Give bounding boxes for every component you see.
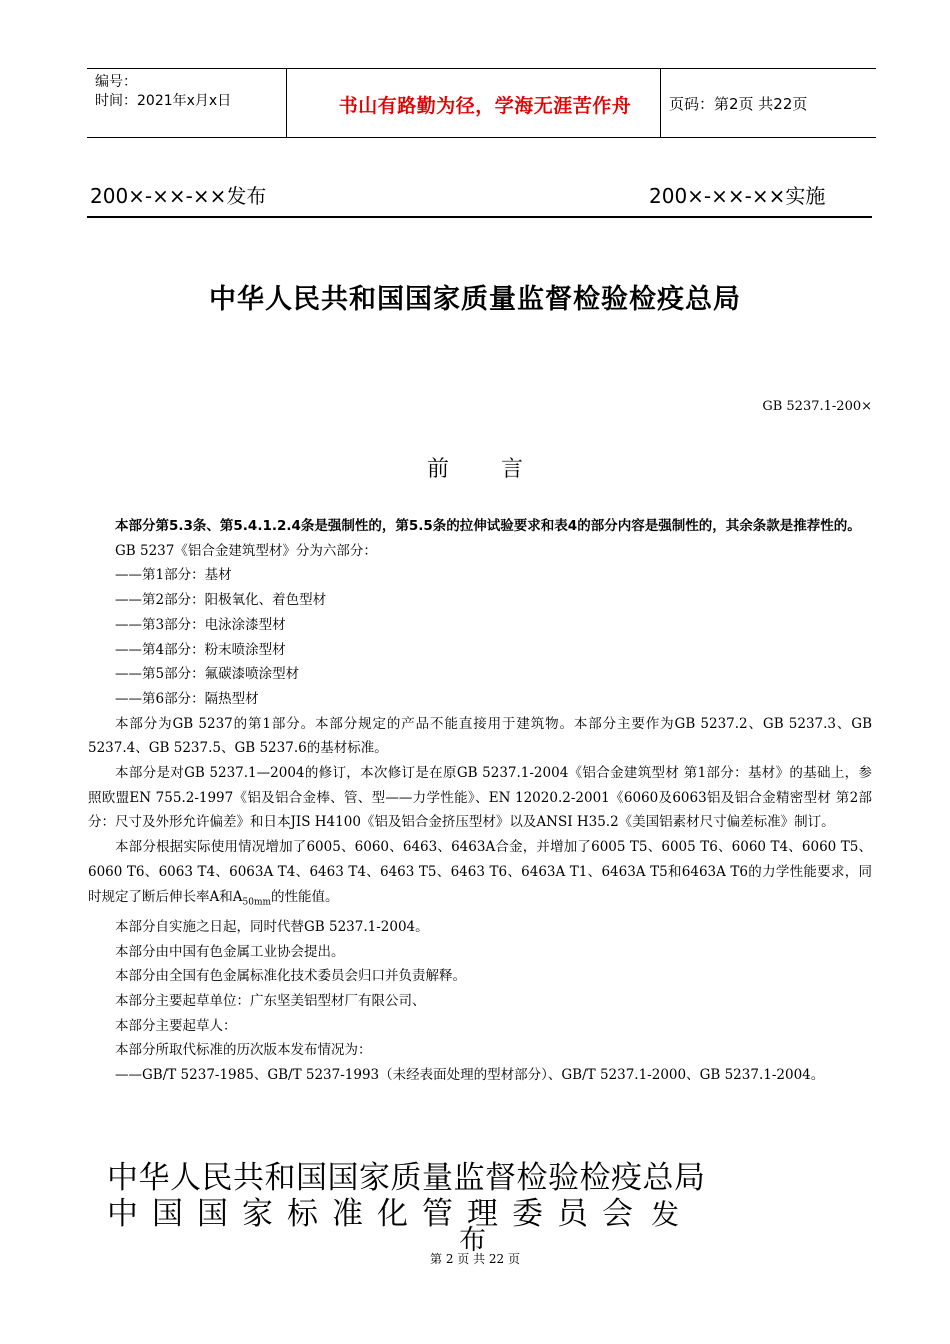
paragraph: 本部分所取代标准的历次版本发布情况为： (115, 1042, 372, 1059)
preface-title (0, 452, 950, 483)
issue-word-1: 发 (651, 1198, 680, 1231)
paragraph (88, 835, 872, 915)
mandatory-clause-note: 本部分第5.3条、第5.4.1.2.4条是强制性的，第5.5条的拉伸试验要求和表4的部分内容是强制性的，其余条款是推荐性的。 (115, 518, 861, 534)
paragraph: 本部分由全国有色金属标准化技术委员会归口并负责解释。 (115, 968, 466, 985)
preface-body (88, 514, 872, 1088)
subscript: 50mm (242, 897, 272, 908)
list-item: ——第6部分：隔热型材 (115, 690, 259, 707)
paragraph: 本部分主要起草单位：广东坚美铝型材厂有限公司、 (115, 993, 426, 1010)
header-motto: 书山有路勤为径，学海无涯苦作舟 (338, 95, 632, 117)
issuing-authority-1: 中华人民共和国国家质量监督检验检疫总局 (107, 1160, 706, 1196)
issuing-authority-2 (107, 1188, 679, 1233)
number-label: 编号： (95, 74, 137, 90)
list-item: ——第2部分：阳极氧化、着色型材 (115, 592, 327, 609)
authority-title: 中华人民共和国国家质量监督检验检疫总局 (209, 284, 741, 315)
paragraph-text: 的性能值。 (271, 888, 339, 905)
time-label: 时间：2021年x月x日 (95, 93, 232, 109)
paragraph-text: 本部分根据实际使用情况增加了6005、6060、6463、6463A合金，并增加了6005 T5、6005 T6、6060 T4、6060 T5、6060 T6、6063 T4、6063A T4、6463 T4、6463 T5、6463 T6、6463A T1、6463A T5和6463A T6的力学性能要求，同时规定了断后伸长率A和A (88, 839, 872, 905)
list-item: ——第5部分：氟碳漆喷涂型材 (115, 666, 300, 683)
implement-date: 200×-××-××实施 (649, 184, 826, 208)
issue-word-2: 布 (459, 1225, 486, 1256)
issuing-authority-2-text: 中国国家标准化管理委员会 (107, 1196, 647, 1232)
standard-number: GB 5237.1-200× (762, 399, 872, 414)
preface-char: 言 (501, 457, 524, 482)
page-footer: 第 2 页 共 22 页 (430, 1252, 520, 1266)
date-rule (87, 216, 872, 218)
preface-char: 前 (426, 457, 449, 482)
header-divider (286, 69, 287, 137)
paragraph: 本部分主要起草人： (115, 1017, 237, 1034)
list-item: ——第1部分：基材 (115, 567, 232, 584)
header-page-info: 页码：第2页 共22页 (669, 95, 808, 113)
paragraph: ——GB/T 5237-1985、GB/T 5237-1993（未经表面处理的型材部分）、GB/T 5237.1-2000、GB 5237.1-2004。 (115, 1067, 825, 1084)
list-item: ——第3部分：电泳涂漆型材 (115, 616, 286, 633)
header-table (87, 68, 876, 138)
header-meta (95, 73, 231, 111)
paragraph: 本部分是对GB 5237.1—2004的修订，本次修订是在原GB 5237.1-2004《铝合金建筑型材 第1部分：基材》的基础上，参照欧盟EN 755.2-1997《铝及铝合金棒、管、型——力学性能》、EN 12020.2-2001《6060及6063铝及铝合金精密型材 第2部分：尺寸及外形允许偏差》和日本JIS H4100《铝及铝合金挤压型材》以及ANSI H35.2《美国铝素材尺寸偏差标准》制订。 (88, 765, 872, 831)
list-item: ——第4部分：粉末喷涂型材 (115, 641, 286, 658)
paragraph: GB 5237《铝合金建筑型材》分为六部分： (115, 542, 377, 559)
publish-date: 200×-××-××发布 (90, 184, 267, 208)
paragraph: 本部分为GB 5237的第1部分。本部分规定的产品不能直接用于建筑物。本部分主要作为GB 5237.2、GB 5237.3、GB 5237.4、GB 5237.5、GB 5237.6的基材标准。 (88, 715, 872, 757)
paragraph: 本部分由中国有色金属工业协会提出。 (115, 943, 345, 960)
paragraph: 本部分自实施之日起，同时代替GB 5237.1-2004。 (115, 918, 429, 935)
